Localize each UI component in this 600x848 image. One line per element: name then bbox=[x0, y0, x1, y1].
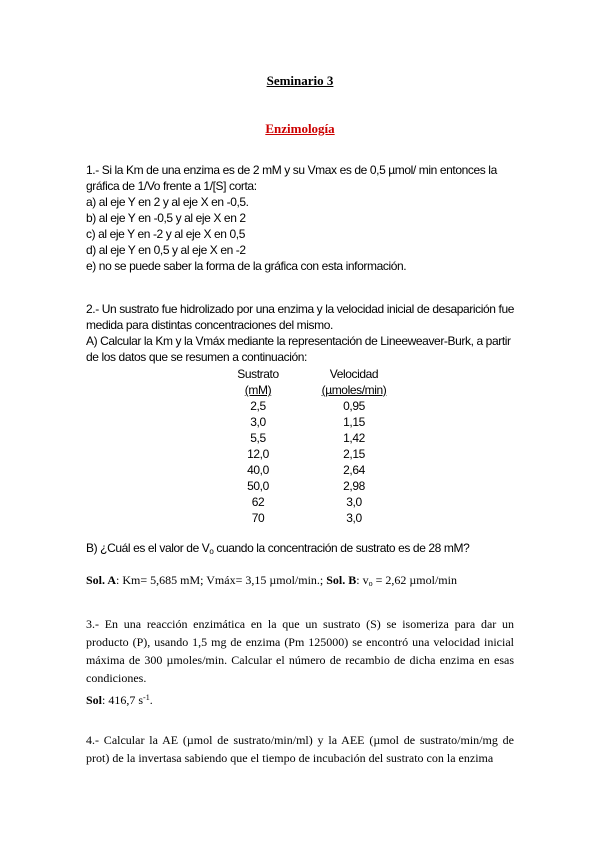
table-cell: 1,42 bbox=[343, 431, 365, 445]
q3-sol-end: . bbox=[149, 693, 153, 707]
q3-solution bbox=[86, 692, 514, 708]
question-2 bbox=[86, 301, 514, 365]
q2-sol-b-label: Sol. B bbox=[326, 573, 357, 587]
question-1 bbox=[86, 162, 514, 274]
q2-sol-a-label: Sol. A bbox=[86, 573, 117, 587]
q2-solution bbox=[86, 572, 514, 588]
table-row bbox=[230, 478, 400, 494]
table-row bbox=[230, 430, 400, 446]
q2-partB-pre: B) ¿Cuál es el valor de V bbox=[86, 541, 210, 555]
table-row bbox=[230, 398, 400, 414]
data-table bbox=[230, 366, 400, 526]
table-cell: 3,0 bbox=[346, 511, 362, 525]
table-unit-substrate: (mM) bbox=[244, 383, 272, 397]
q2-sol-a-text: : Km= 5,685 mM; Vmáx= 3,15 µmol/min.; bbox=[116, 573, 327, 587]
table-row bbox=[230, 462, 400, 478]
q2-sol-b-tail: = 2,62 µmol/min bbox=[372, 573, 457, 587]
q1-option-d: d) al eje Y en 0,5 y al eje X en -2 bbox=[86, 243, 246, 257]
table-row bbox=[230, 414, 400, 430]
section-title: Enzimología bbox=[265, 121, 335, 136]
question-3 bbox=[86, 615, 514, 687]
q1-option-c: c) al eje Y en -2 y al eje X en 0,5 bbox=[86, 227, 245, 241]
table-cell: 70 bbox=[251, 511, 265, 525]
q3-sol-sup: -1 bbox=[143, 693, 150, 702]
q2-partB bbox=[86, 540, 514, 556]
table-cell: 12,0 bbox=[247, 447, 269, 461]
table-cell: 3,0 bbox=[346, 495, 362, 509]
q2-sol-b-text: : v bbox=[356, 573, 369, 587]
q2-partA-line2: de los datos que se resumen a continuación: bbox=[86, 350, 307, 364]
q1-text-line1: 1.- Si la Km de una enzima es de 2 mM y su Vmax es de 0,5 µmol/ min entonces la bbox=[86, 163, 497, 177]
q1-option-b: b) al eje Y en -0,5 y al eje X en 2 bbox=[86, 211, 246, 225]
table-unit-velocity: (µmoles/min) bbox=[321, 383, 387, 397]
page-title: Seminario 3 bbox=[266, 73, 334, 88]
table-header-substrate: Sustrato bbox=[237, 367, 279, 381]
table-cell: 2,15 bbox=[343, 447, 365, 461]
table-cell: 0,95 bbox=[343, 399, 365, 413]
q2-partB-sub: o bbox=[209, 547, 214, 556]
table-cell: 40,0 bbox=[247, 463, 269, 477]
q1-option-a: a) al eje Y en 2 y al eje X en -0,5. bbox=[86, 195, 249, 209]
q2-text-line1: 2.- Un sustrato fue hidrolizado por una enzima y la velocidad inicial de desaparición fue bbox=[86, 302, 515, 316]
q1-option-e: e) no se puede saber la forma de la gráfica con esta información. bbox=[86, 259, 407, 273]
table-row bbox=[230, 446, 400, 462]
table-cell: 5,5 bbox=[250, 431, 266, 445]
q3-sol-label: Sol bbox=[86, 693, 103, 707]
q4-text: 4.- Calcular la AE (µmol de sustrato/min/ml) y la AEE (µmol de sustrato/min/mg de prot) de la invertasa sabiendo que el tiempo de incubación del sustrato con la enzima bbox=[86, 733, 514, 765]
table-header-row bbox=[230, 366, 400, 382]
q3-sol-text: : 416,7 s bbox=[102, 693, 144, 707]
table-units-row bbox=[230, 382, 400, 398]
table-header-velocity: Velocidad bbox=[329, 367, 379, 381]
table-cell: 3,0 bbox=[250, 415, 266, 429]
table-row bbox=[230, 510, 400, 526]
table-cell: 50,0 bbox=[247, 479, 269, 493]
table-cell: 2,5 bbox=[250, 399, 266, 413]
question-4 bbox=[86, 731, 514, 767]
q2-partB-post: cuando la concentración de sustrato es de 28 mM? bbox=[213, 541, 470, 555]
table-row bbox=[230, 494, 400, 510]
q2-text-line2: medida para distintas concentraciones del mismo. bbox=[86, 318, 333, 332]
table-cell: 2,64 bbox=[343, 463, 365, 477]
table-cell: 2,98 bbox=[343, 479, 365, 493]
table-cell: 62 bbox=[251, 495, 265, 509]
table-cell: 1,15 bbox=[343, 415, 365, 429]
q3-text: 3.- En una reacción enzimática en la que un sustrato (S) se isomeriza para dar un producto (P), usando 1,5 mg de enzima (Pm 125000) se encontró una velocidad inicial máxima de 300 µmoles/min. Calcular el número de recambio de dicha enzima en esas condiciones. bbox=[86, 617, 514, 685]
q2-sol-b-sub: o bbox=[368, 579, 373, 588]
q1-text-line2: gráfica de 1/Vo frente a 1/[S] corta: bbox=[86, 179, 257, 193]
q2-partA-line1: A) Calcular la Km y la Vmáx mediante la representación de Lineeweaver-Burk, a partir bbox=[86, 334, 511, 348]
